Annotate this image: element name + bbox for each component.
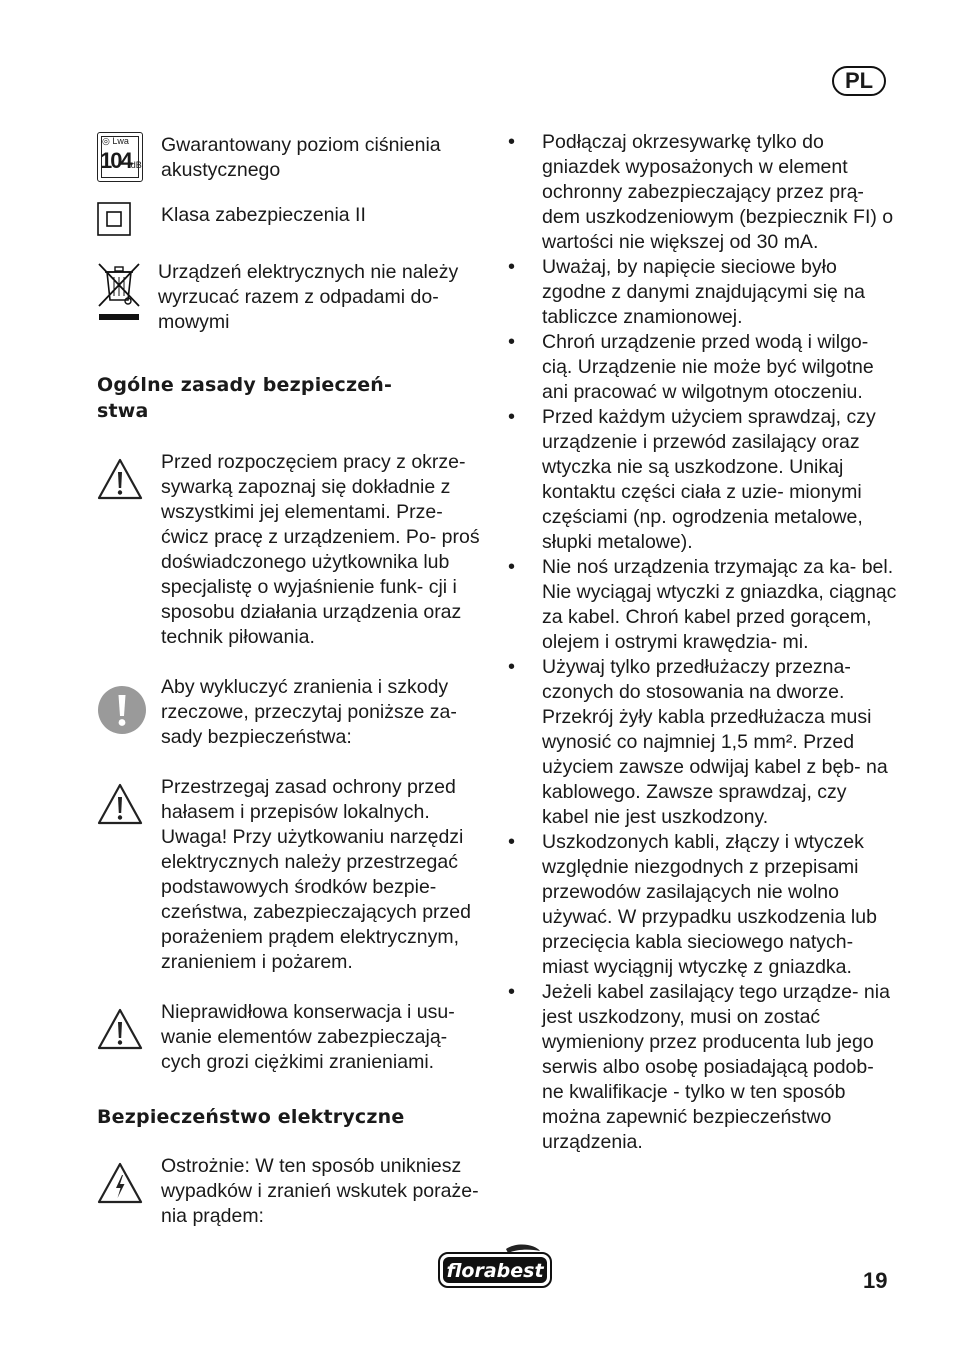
electrical-safety-heading: Bezpieczeństwo elektryczne	[97, 1106, 405, 1128]
symbol-text: Gwarantowany poziom ciśnienia akustycznego	[161, 134, 441, 181]
safety-note	[97, 675, 492, 750]
safety-note	[97, 1154, 492, 1229]
symbol-row-disposal	[97, 260, 492, 362]
crossed-out-bin-icon	[97, 260, 141, 324]
lwa-value: 104	[100, 148, 131, 173]
sound-power-level-icon: ◎ Lwa 104dB	[97, 132, 143, 182]
safety-note-text: Przestrzegaj zasad ochrony przed hałasem i przepisów lokalnych. Uwaga! Przy użytkowaniu narzędzi elektrycznych należy przestrzegać podstawowych środków bezpie- czeństwa, zabezpieczających przed porażeniem prądem elektrycznym, zranieniem i pożarem.	[161, 776, 471, 973]
page-number: 19	[863, 1268, 888, 1293]
warning-triangle-icon	[97, 783, 143, 825]
list-item: • Jeżeli kabel zasilający tego urządze- nia jest uszkodzony, musi on zostać wymieniony przez producenta lub jego serwis albo osobę posiadającą podob- ne kwalifikacje - tylko w ten sposób można zapewnić bezpieczeństwo urządzenia.	[506, 980, 898, 1155]
electric-hazard-icon	[97, 1162, 143, 1204]
safety-note	[97, 1000, 492, 1075]
list-item: • Podłączaj okrzesywarkę tylko do gniazdek wyposażonych w element ochronny zabezpieczający przez prą- dem uszkodzeniowym (bezpiecznik FI) o wartości nie większej od 30 mA.	[506, 130, 898, 255]
list-item: • Używaj tylko przedłużaczy przezna- czonych do stosowania na dworze. Przekrój żyły kabla przedłużacza musi wynosić co najmniej 1,5 mm². Przed użyciem zawsze odwijaj kabel z bęb- na kablowego. Zawsze sprawdzaj, czy kabel nie jest uszkodzony.	[506, 655, 898, 830]
exclamation-circle-icon	[97, 685, 147, 735]
symbol-row-sound-level	[97, 130, 492, 200]
list-item: • Przed każdym użyciem sprawdzaj, czy urządzenie i przewód zasilający oraz wtyczka nie są uszkodzone. Unikaj kontaktu części ciała z uzie- mionymi częściami (np. ogrodzenia metalowe, słupki metalowe).	[506, 405, 898, 555]
brand-logo	[436, 1243, 554, 1296]
lwa-unit: dB	[130, 160, 142, 170]
lwa-label: Lwa	[112, 136, 129, 146]
safety-note	[97, 775, 492, 975]
electrical-safety-list	[506, 130, 898, 1155]
protection-class-ii-icon	[97, 202, 131, 236]
left-column	[97, 130, 492, 1229]
symbol-text: Urządzeń elektrycznych nie należy wyrzucać razem z odpadami do- mowymi	[158, 261, 459, 333]
symbol-row-protection-class	[97, 200, 492, 260]
right-column	[506, 130, 898, 1155]
safety-note-text: Ostrożnie: W ten sposób unikniesz wypadków i zranień wskutek poraże- nia prądem:	[161, 1155, 479, 1227]
list-item: • Chroń urządzenie przed wodą i wilgo- cią. Urządzenie nie może być wilgotne ani pracować w wilgotnym otoczeniu.	[506, 330, 898, 405]
brand-logo-text: florabest	[446, 1260, 544, 1282]
warning-triangle-icon	[97, 458, 143, 500]
symbol-text: Klasa zabezpieczenia II	[161, 204, 366, 226]
warning-triangle-icon	[97, 1008, 143, 1050]
safety-note-text: Przed rozpoczęciem pracy z okrze- sywarką zapoznaj się dokładnie z wszystkimi jej elementami. Prze- ćwicz pracę z urządzeniem. Po- proś doświadczonego użytkownika lub specjalistę o wyjaśnienie funk- cji i sposobu działania urządzenia oraz technik piłowania.	[161, 451, 480, 648]
safety-note	[97, 450, 492, 650]
list-item: • Uważaj, by napięcie sieciowe było zgodne z danymi znajdującymi się na tabliczce znamionowej.	[506, 255, 898, 330]
safety-note-text: Aby wykluczyć zranienia i szkody rzeczowe, przeczytaj poniższe za- sady bezpieczeństwa:	[161, 676, 457, 748]
list-item: • Uszkodzonych kabli, złączy i wtyczek względnie niezgodnych z przepisami przewodów zasilających nie wolno używać. W przypadku uszkodzenia lub przecięcia kabla sieciowego natych- miast wyciągnij wtyczkę z gniazdka.	[506, 830, 898, 980]
safety-note-text: Nieprawidłowa konserwacja i usu- wanie elementów zabezpieczają- cych grozi ciężkimi zranieniami.	[161, 1001, 455, 1073]
list-item: • Nie noś urządzenia trzymając za ka- bel. Nie wyciągaj wtyczki z gniazdka, ciągnąc za kabel. Chroń kabel przed gorącem, olejem i ostrymi krawędzia- mi.	[506, 555, 898, 655]
general-safety-heading: Ogólne zasady bezpieczeń- stwa	[97, 374, 393, 422]
language-badge: PL	[832, 66, 886, 96]
